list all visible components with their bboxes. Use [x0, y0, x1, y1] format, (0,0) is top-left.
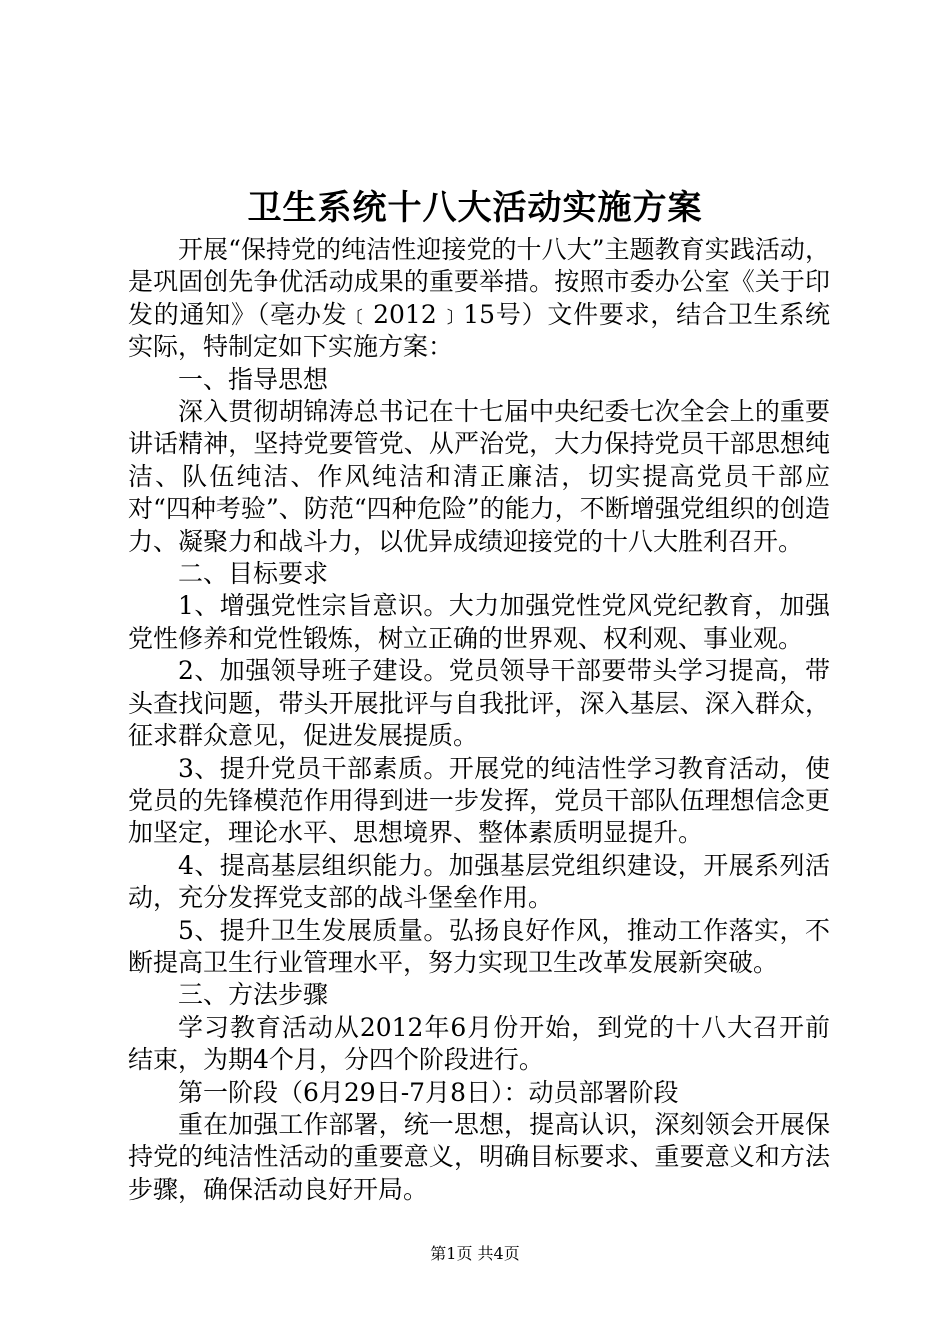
- section-heading-guiding-thought: 一、指导思想: [178, 364, 329, 394]
- paragraph-guiding-thought: 深入贯彻胡锦涛总书记在十七届中央纪委七次全会上的重要讲话精神，坚持党要管党、从严治党，大力保持党员干部思想纯洁、队伍纯洁、作风纯洁和清正廉洁，切实提高党员干部应对“四种考验”、防范“四种危险”的能力，不断增强党组织的创造力、凝聚力和战斗力，以优异成绩迎接党的十八大胜利召开。: [128, 397, 830, 556]
- goal-item-1: 1、增强党性宗旨意识。大力加强党性党风党纪教育，加强党性修养和党性锻炼，树立正确的世界观、权利观、事业观。: [128, 591, 830, 653]
- page-footer: [0, 1243, 950, 1265]
- section-heading-steps: 三、方法步骤: [178, 980, 329, 1010]
- goal-item-4: 4、提高基层组织能力。加强基层党组织建设，开展系列活动，充分发挥党支部的战斗堡垒作用。: [128, 850, 830, 913]
- goal-item-5: 5、提升卫生发展质量。弘扬良好作风，推动工作落实，不断提高卫生行业管理水平，努力实现卫生改革发展新突破。: [128, 915, 830, 977]
- paragraph-intro: 开展“保持党的纯洁性迎接党的十八大”主题教育实践活动，是巩固创先争优活动成果的重要举措。按照市委办公室《关于印发的通知》（亳办发﹝2012﹞15号）文件要求，结合卫生系统实际，特制定如下实施方案：: [128, 235, 830, 362]
- document-title: 卫生系统十八大活动实施方案: [247, 188, 703, 228]
- paragraph-steps-overview: 学习教育活动从2012年6月份开始，到党的十八大召开前结束，为期4个月，分四个阶段进行。: [128, 1012, 830, 1075]
- page-total: 共4页: [477, 1244, 520, 1263]
- paragraph-stage-1: 重在加强工作部署，统一思想，提高认识，深刻领会开展保持党的纯洁性活动的重要意义，明确目标要求、重要意义和方法步骤，确保活动良好开局。: [128, 1109, 830, 1204]
- page-number: 第1页: [430, 1244, 473, 1263]
- goal-item-2: 2、加强领导班子建设。党员领导干部要带头学习提高，带头查找问题，带头开展批评与自我批评，深入基层、深入群众，征求群众意见，促进发展提质。: [128, 656, 830, 751]
- stage-heading-1: 第一阶段（6月29日-7月8日）：动员部署阶段: [178, 1077, 679, 1107]
- goal-item-3: 3、提升党员干部素质。开展党的纯洁性学习教育活动，使党员的先锋模范作用得到进一步发挥，党员干部队伍理想信念更加坚定，理论水平、思想境界、整体素质明显提升。: [128, 753, 830, 848]
- section-heading-goals: 二、目标要求: [178, 559, 329, 589]
- document-body: [128, 234, 830, 1206]
